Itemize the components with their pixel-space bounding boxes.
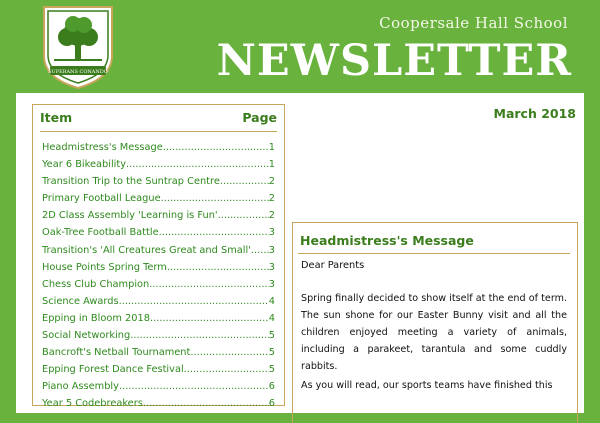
newsletter-page [16,93,584,413]
toc-dot-leader [149,279,269,290]
toc-dot-leader [143,398,269,409]
toc-entry[interactable] [42,364,275,381]
toc-divider [40,131,277,132]
newsletter-title: NEWSLETTER [216,36,572,86]
toc-entry-title: Oak-Tree Football Battle [42,227,159,239]
school-name: Coopersale Hall School [379,14,568,32]
toc-page-heading: Page [242,110,277,125]
toc-entry-page: 1 [268,142,275,153]
toc-entry-title: Piano Assembly [42,381,119,393]
toc-entry-title: 2D Class Assembly 'Learning is Fun' [42,210,218,222]
toc-entry-title: Transition Trip to the Suntrap Centre [42,176,220,188]
headmistress-message-article [292,222,578,423]
crest-motto: SUPERANS CONANDO [48,69,108,75]
article-salutation: Dear Parents [301,260,365,271]
table-of-contents [32,104,285,410]
toc-entry-title: Year 5 Codebreakers [42,398,143,410]
school-crest-logo [40,4,116,90]
toc-entry-page: 6 [268,381,275,393]
toc-entry[interactable] [42,313,275,330]
toc-entry[interactable] [42,176,275,193]
toc-entry[interactable] [42,398,275,415]
toc-entry-title: Primary Football League [42,193,161,205]
toc-entry-title: Epping in Bloom 2018 [42,312,150,324]
toc-dot-leader [150,313,269,324]
toc-entry[interactable] [42,245,275,262]
toc-entry-page: 4 [268,312,275,324]
toc-dot-leader [130,330,269,341]
toc-entry-page: 5 [268,330,275,342]
toc-entry[interactable] [42,227,275,244]
toc-entry-page: 2 [268,176,275,188]
toc-entry-page: 4 [268,295,275,307]
toc-entry[interactable] [42,159,275,176]
toc-entry[interactable] [42,381,275,398]
toc-dot-leader [126,159,269,170]
toc-entry-page: 3 [268,244,275,256]
issue-date: March 2018 [493,106,576,121]
toc-dot-leader [190,347,268,358]
toc-entry-page: 1 [268,159,275,171]
toc-entry-title: Epping Forest Dance Festival [42,364,184,376]
toc-entry-title: Transition's 'All Creatures Great and Small' [42,244,251,256]
toc-dot-leader [220,176,269,187]
article-divider [298,253,570,254]
toc-entry[interactable] [42,210,275,227]
toc-entry-page: 3 [268,278,275,290]
toc-entry-title: Social Networking [42,330,131,342]
toc-entry[interactable] [42,262,275,279]
article-paragraph: As you will read, our sports teams have finished this [301,380,553,391]
article-title: Headmistress's Message [300,233,474,248]
toc-dot-leader [159,227,269,238]
toc-dot-leader [161,193,269,204]
toc-entry-title: Science Awards [42,295,119,307]
article-paragraph: Spring finally decided to show itself at the end of term. The sun shone for our Easter Bunny visit and all the children enjoyed meeting a variety of animals, including a parakeet, tarantula and some cuddly rabbits. [301,293,567,372]
toc-dot-leader [167,262,269,273]
toc-entry-page: 3 [268,227,275,239]
toc-item-heading: Item [40,110,73,125]
toc-entry-page: 5 [268,347,275,359]
toc-list [42,142,275,416]
toc-entry[interactable] [42,347,275,364]
toc-entry[interactable] [42,330,275,347]
toc-entry[interactable] [42,193,275,210]
toc-entry[interactable] [42,279,275,296]
toc-dot-leader [218,210,269,221]
toc-dot-leader [251,245,269,256]
toc-entry-page: 2 [268,193,275,205]
toc-entry-title: House Points Spring Term [42,261,167,273]
toc-dot-leader [119,381,269,392]
toc-entry[interactable] [42,142,275,159]
toc-entry-title: Year 6 Bikeability [42,159,127,171]
toc-entry[interactable] [42,296,275,313]
toc-dot-leader [184,364,269,375]
toc-entry-title: Chess Club Champion [42,278,150,290]
newsletter-header [0,0,600,93]
toc-entry-title: Bancroft's Netball Tournament [42,347,191,359]
toc-header [40,110,277,128]
toc-entry-title: Headmistress's Message [42,142,163,153]
toc-entry-page: 6 [268,398,275,410]
toc-entry-page: 3 [268,261,275,273]
toc-entry-page: 5 [268,364,275,376]
toc-entry-page: 2 [268,210,275,222]
toc-dot-leader [163,142,269,153]
toc-dot-leader [119,296,269,307]
